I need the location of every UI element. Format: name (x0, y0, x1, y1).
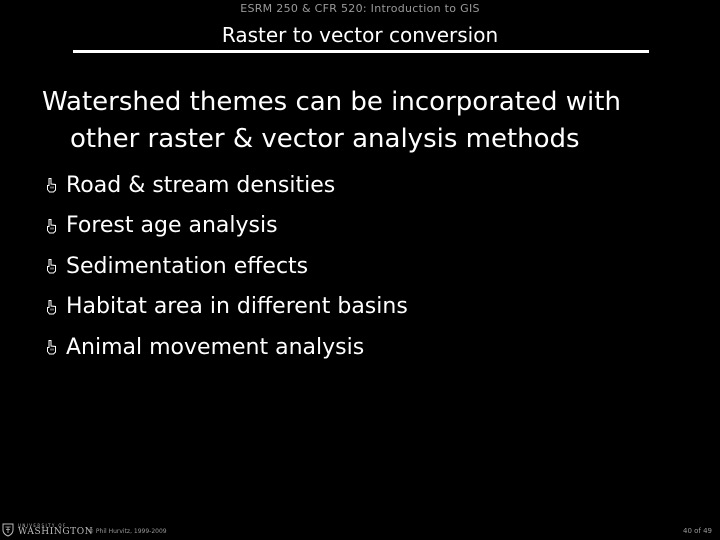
title-underline (73, 50, 649, 53)
hand-pointer-icon (46, 299, 57, 315)
main-statement (42, 84, 682, 158)
slide-title: Raster to vector conversion (221, 23, 499, 47)
hand-pointer-icon (46, 339, 57, 355)
bullet-item (46, 287, 408, 328)
copyright-text: © Phil Hurvitz, 1999-2009 (88, 528, 167, 535)
bullet-label: Habitat area in different basins (66, 294, 408, 320)
bullet-label: Road & stream densities (66, 172, 336, 198)
hand-pointer-icon (46, 258, 57, 274)
logo-top-text: UNIVERSITY OF (18, 522, 67, 528)
bullet-item (46, 165, 408, 206)
bullet-label: Animal movement analysis (66, 334, 365, 360)
main-statement-line2: other raster & vector analysis methods (70, 124, 580, 154)
hand-pointer-icon (46, 177, 57, 193)
university-logo (2, 523, 93, 537)
page-number: 40 of 49 (682, 527, 712, 535)
bullet-list (46, 165, 408, 368)
logo-text (18, 524, 93, 537)
shield-icon (2, 523, 14, 537)
bullet-item (46, 327, 408, 368)
logo-bottom-text: WASHINGTON (18, 526, 94, 537)
bullet-label: Sedimentation effects (66, 253, 309, 279)
course-header: ESRM 250 & CFR 520: Introduction to GIS (240, 2, 480, 15)
bullet-item (46, 246, 408, 287)
bullet-label: Forest age analysis (66, 213, 278, 239)
main-statement-line1: Watershed themes can be incorporated with (42, 87, 621, 117)
hand-pointer-icon (46, 218, 57, 234)
bullet-item (46, 206, 408, 247)
